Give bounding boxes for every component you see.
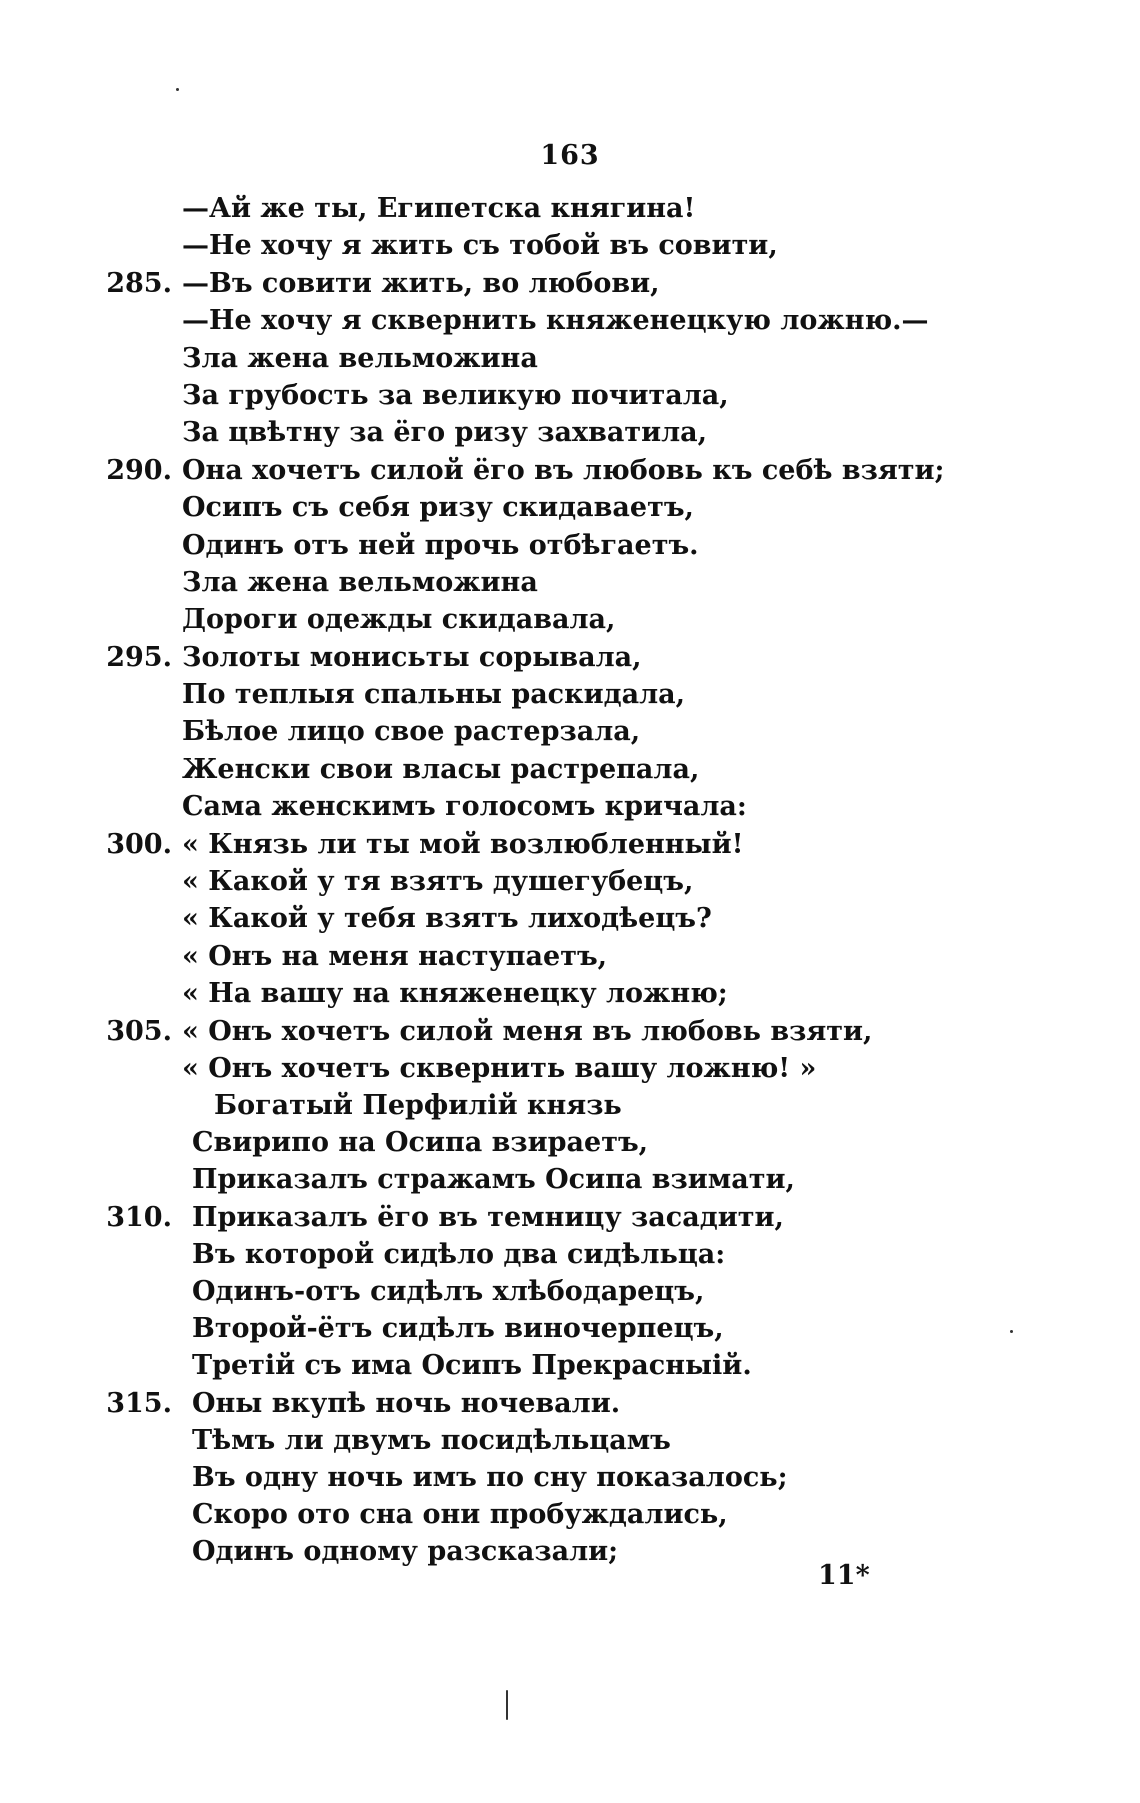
verse-line bbox=[0, 489, 1140, 526]
verse-line bbox=[0, 340, 1140, 377]
verse-line bbox=[0, 975, 1140, 1012]
verse-text: Зла жена вельможина bbox=[182, 566, 538, 598]
verse-line bbox=[0, 527, 1140, 564]
verse-text: « Какой у тебя взятъ лиходѣецъ? bbox=[182, 903, 712, 935]
page-number: 163 bbox=[540, 140, 600, 171]
verse-text: Скоро ото сна они пробуждались, bbox=[192, 1499, 728, 1531]
verse-text: « Какой у тя взятъ душегубецъ, bbox=[182, 866, 694, 898]
verse-line bbox=[0, 1273, 1140, 1310]
verse-text: Дороги одежды скидавала, bbox=[182, 604, 616, 636]
verse-text: —Въ совити жить, во любови, bbox=[182, 267, 660, 299]
verse-line bbox=[0, 265, 1140, 302]
verse-line bbox=[0, 1013, 1140, 1050]
verse-line bbox=[0, 863, 1140, 900]
verse-text: Одинъ-отъ сидѣлъ хлѣбодарецъ, bbox=[192, 1275, 705, 1307]
verse-line bbox=[0, 564, 1140, 601]
verse-text: « Онъ на меня наступаетъ, bbox=[182, 940, 608, 972]
print-speck bbox=[176, 88, 179, 91]
verse-line bbox=[0, 1459, 1140, 1496]
verse-line bbox=[0, 302, 1140, 339]
print-speck bbox=[506, 1690, 508, 1720]
verse-text: « Князь ли ты мой возлюбленный! bbox=[182, 828, 744, 860]
verse-text: Одинъ отъ ней прочь отбѣгаетъ. bbox=[182, 529, 699, 561]
verse-text: Зла жена вельможина bbox=[182, 342, 538, 374]
verse-line bbox=[0, 1496, 1140, 1533]
verse-line bbox=[0, 713, 1140, 750]
verse-line bbox=[0, 826, 1140, 863]
verse-text: За цвѣтну за ёго ризу захватила, bbox=[182, 417, 708, 449]
verse-text: Сама женскимъ голосомъ кричала: bbox=[182, 791, 747, 823]
line-number: 305. bbox=[106, 1015, 172, 1047]
verse-line bbox=[0, 1385, 1140, 1422]
verse-text: Бѣлое лицо свое растерзала, bbox=[182, 716, 641, 748]
verse-text: Она хочетъ силой ёго въ любовь къ себѣ взяти; bbox=[182, 454, 945, 486]
verse-line bbox=[0, 1161, 1140, 1198]
line-number: 315. bbox=[106, 1387, 172, 1419]
verse-text: Богатый Перфилій князь bbox=[214, 1090, 622, 1121]
verse-text: —Не хочу я сквернить княженецкую ложню.— bbox=[182, 305, 929, 337]
verse-text: « На вашу на княженецку ложню; bbox=[182, 978, 728, 1010]
verse-line bbox=[0, 1533, 1140, 1570]
verse-text: —Ай же ты, Египетска княгина! bbox=[182, 193, 696, 224]
verse-line bbox=[0, 938, 1140, 975]
verse-text: Приказалъ стражамъ Осипа взимати, bbox=[192, 1164, 795, 1196]
verse-line bbox=[0, 601, 1140, 638]
verse-text: Въ которой сидѣло два сидѣльца: bbox=[192, 1238, 726, 1270]
verse-text: За грубость за великую почитала, bbox=[182, 379, 729, 411]
verse-text: Второй-ётъ сидѣлъ виночерпецъ, bbox=[192, 1313, 724, 1345]
line-number: 290. bbox=[106, 454, 172, 486]
verse-stanza-1 bbox=[0, 190, 1140, 1087]
verse-text: Золоты монисьты сорывала, bbox=[182, 641, 642, 673]
line-number: 295. bbox=[106, 641, 172, 673]
verse-text: По теплыя спальны раскидала, bbox=[182, 679, 686, 711]
verse-line bbox=[0, 190, 1140, 227]
verse-text: Оны вкупѣ ночь ночевали. bbox=[192, 1387, 621, 1419]
verse-line bbox=[0, 227, 1140, 264]
verse-line bbox=[0, 414, 1140, 451]
verse-line bbox=[0, 1199, 1140, 1236]
verse-text: Приказалъ ёго въ темницу засадити, bbox=[192, 1201, 784, 1233]
verse-line bbox=[0, 676, 1140, 713]
verse-line bbox=[0, 751, 1140, 788]
verse-text: Свирипо на Осипа взираетъ, bbox=[192, 1127, 649, 1159]
verse-line bbox=[0, 639, 1140, 676]
verse-text: Въ одну ночь имъ по сну показалось; bbox=[192, 1461, 788, 1493]
line-number: 285. bbox=[106, 267, 172, 299]
verse-text: Третій съ има Осипъ Прекрасныій. bbox=[192, 1350, 752, 1382]
verse-line bbox=[0, 452, 1140, 489]
verse-line bbox=[0, 788, 1140, 825]
verse-text: Тѣмъ ли двумъ посидѣльцамъ bbox=[192, 1424, 671, 1456]
verse-line bbox=[0, 1347, 1140, 1384]
verse-line bbox=[0, 1236, 1140, 1273]
line-number: 310. bbox=[106, 1201, 172, 1233]
verse-line bbox=[0, 1050, 1140, 1087]
verse-text: « Онъ хочетъ силой меня въ любовь взяти, bbox=[182, 1015, 873, 1047]
printer-signature-mark: 11* bbox=[818, 1560, 870, 1591]
verse-line bbox=[0, 1087, 1140, 1124]
verse-line bbox=[0, 1310, 1140, 1347]
verse-line bbox=[0, 377, 1140, 414]
verse-line bbox=[0, 900, 1140, 937]
verse-line bbox=[0, 1422, 1140, 1459]
verse-text: Женски свои власы растрепала, bbox=[182, 753, 700, 785]
verse-text: « Онъ хочетъ сквернить вашу ложню! » bbox=[182, 1052, 817, 1084]
line-number: 300. bbox=[106, 828, 172, 860]
verse-line bbox=[0, 1124, 1140, 1161]
verse-text: —Не хочу я жить съ тобой въ совити, bbox=[182, 230, 778, 262]
verse-stanza-2 bbox=[0, 1087, 1140, 1570]
verse-text: Одинъ одному разсказали; bbox=[192, 1536, 619, 1568]
verse-text: Осипъ съ себя ризу скидаваетъ, bbox=[182, 492, 694, 524]
